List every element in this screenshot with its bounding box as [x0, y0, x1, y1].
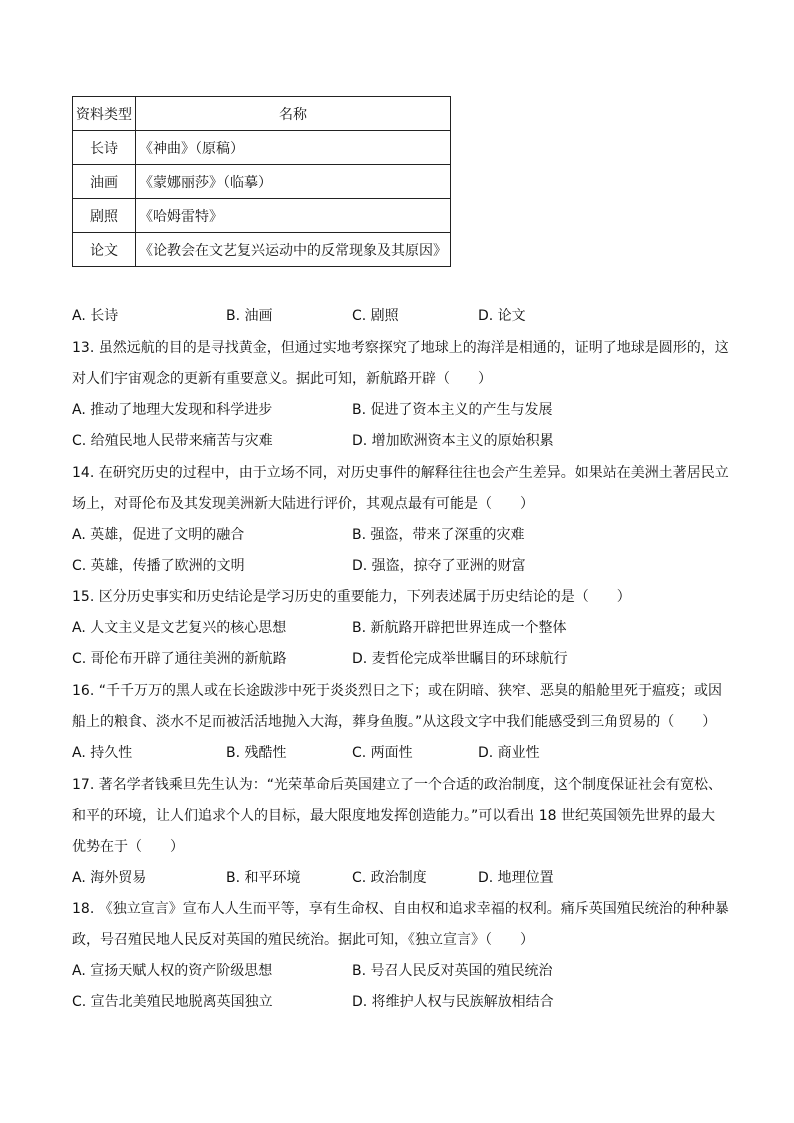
- q14-option-a: A. 英雄，促进了文明的融合: [72, 527, 245, 543]
- q15-option-b: B. 新航路开辟把世界连成一个整体: [352, 620, 567, 636]
- table-row: [73, 233, 451, 267]
- q13-option-b: B. 促进了资本主义的产生与发展: [352, 402, 553, 418]
- q13-stem-line: 13. 虽然远航的目的是寻找黄金，但通过实地考察探究了地球上的海洋是相通的，证明了地球是圆形的，这: [72, 340, 729, 356]
- q14-stem-line: 14. 在研究历史的过程中，由于立场不同，对历史事件的解释往往也会产生差异。如果站在美洲土著居民立: [72, 465, 729, 481]
- q18-option-b: B. 号召人民反对英国的殖民统治: [352, 963, 553, 979]
- q16-stem-line: 16. “千千万万的黑人或在长途跋涉中死于炎炎烈日之下；或在阴暗、狭窄、恶臭的船舱里死于瘟疫；或因: [72, 683, 722, 699]
- q12-option-b: B. 油画: [226, 308, 273, 324]
- q14-option-b: B. 强盗，带来了深重的灾难: [352, 527, 525, 543]
- q17-option-d: D. 地理位置: [478, 870, 554, 886]
- q15-option-d: D. 麦哲伦完成举世瞩目的环球航行: [352, 651, 568, 667]
- q17-option-a: A. 海外贸易: [72, 870, 147, 886]
- q13-option-a: A. 推动了地理大发现和科学进步: [72, 402, 273, 418]
- q17-stem-line: 优势在于（ ）: [72, 839, 184, 855]
- q16-stem-line: 船上的粮食、淡水不足而被活活地抛入大海，葬身鱼腹。”从这段文字中我们能感受到三角贸易的（ ）: [72, 714, 717, 730]
- q13-option-c: C. 给殖民地人民带来痛苦与灾难: [72, 433, 273, 449]
- q17-stem-line: 17. 著名学者钱乘旦先生认为：“光荣革命后英国建立了一个合适的政治制度，这个制度保证社会有宽松、: [72, 777, 722, 793]
- q18-stem-line: 政，号召殖民地人民反对英国的殖民统治。据此可知，《独立宣言》（ ）: [72, 932, 534, 948]
- q13-stem-line: 对人们宇宙观念的更新有重要意义。据此可知，新航路开辟（ ）: [72, 371, 492, 387]
- table-cell-name: 《哈姆雷特》: [136, 199, 451, 233]
- q12-option-a: A. 长诗: [72, 308, 119, 324]
- q18-stem-line: 18. 《独立宣言》宣布人人生而平等，享有生命权、自由权和追求幸福的权利。痛斥英国殖民统治的种种暴: [72, 901, 729, 917]
- q18-option-a: A. 宣扬天赋人权的资产阶级思想: [72, 963, 273, 979]
- q15-stem-line: 15. 区分历史事实和历史结论是学习历史的重要能力，下列表述属于历史结论的是（ ）: [72, 589, 631, 605]
- table-cell-name: 《神曲》（原稿）: [136, 131, 451, 165]
- q12-option-d: D. 论文: [478, 308, 526, 324]
- q13-option-d: D. 增加欧洲资本主义的原始积累: [352, 433, 554, 449]
- table-row: [73, 199, 451, 233]
- q14-option-d: D. 强盗，掠夺了亚洲的财富: [352, 558, 526, 574]
- table-header-cell: 资料类型: [73, 97, 136, 131]
- table-cell-type: 长诗: [73, 131, 136, 165]
- q12-option-c: C. 剧照: [352, 308, 399, 324]
- q15-option-a: A. 人文主义是文艺复兴的核心思想: [72, 620, 287, 636]
- q16-option-d: D. 商业性: [478, 745, 540, 761]
- q17-option-b: B. 和平环境: [226, 870, 301, 886]
- q16-option-a: A. 持久性: [72, 745, 133, 761]
- table-cell-type: 油画: [73, 165, 136, 199]
- table-cell-name: 《蒙娜丽莎》（临摹）: [136, 165, 451, 199]
- q18-option-c: C. 宣告北美殖民地脱离英国独立: [72, 994, 273, 1010]
- table-header-cell: 名称: [136, 97, 451, 131]
- table-cell-type: 剧照: [73, 199, 136, 233]
- q16-option-b: B. 残酷性: [226, 745, 287, 761]
- q14-option-c: C. 英雄，传播了欧洲的文明: [72, 558, 245, 574]
- table-row: [73, 131, 451, 165]
- table-cell-name: 《论教会在文艺复兴运动中的反常现象及其原因》: [136, 233, 451, 267]
- q14-stem-line: 场上，对哥伦布及其发现美洲新大陆进行评价，其观点最有可能是（ ）: [72, 496, 534, 512]
- q18-option-d: D. 将维护人权与民族解放相结合: [352, 994, 554, 1010]
- q17-option-c: C. 政治制度: [352, 870, 427, 886]
- q15-option-c: C. 哥伦布开辟了通往美洲的新航路: [72, 651, 287, 667]
- table-row: [73, 165, 451, 199]
- source-material-table: [72, 96, 451, 267]
- table-header-row: [73, 97, 451, 131]
- q17-stem-line: 和平的环境，让人们追求个人的目标，最大限度地发挥创造能力。”可以看出 18 世纪英国领先世界的最大: [72, 808, 715, 824]
- q16-option-c: C. 两面性: [352, 745, 413, 761]
- table-cell-type: 论文: [73, 233, 136, 267]
